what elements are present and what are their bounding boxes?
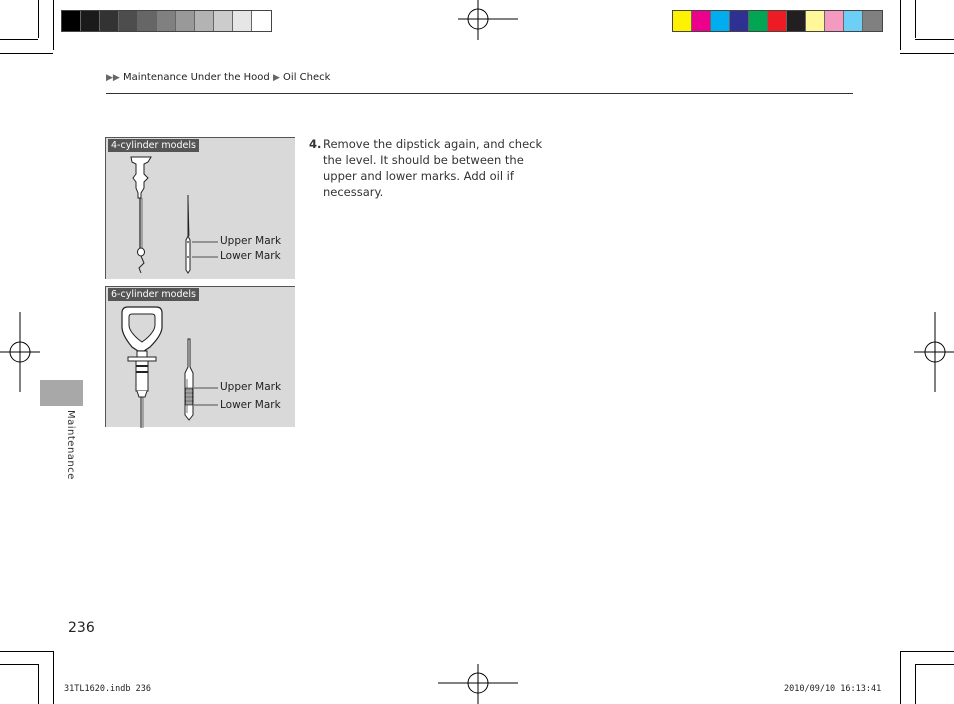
registration-mark-icon [914,312,954,392]
breadcrumb-page[interactable]: Oil Check [283,72,331,83]
color-swatch [673,11,692,31]
page-number: 236 [68,620,95,636]
figure-label: 6-cylinder models [108,288,199,301]
upper-mark-label: Upper Mark [220,235,282,247]
header-rule [106,93,853,94]
registration-mark-icon [438,664,518,704]
crop-mark [38,664,39,704]
section-tab[interactable] [40,380,83,406]
step-number: 4. [309,137,322,151]
lower-mark-label: Lower Mark [220,250,281,262]
section-tab-text: Maintenance [65,410,76,480]
crop-mark [0,651,53,652]
gray-swatch [81,11,100,31]
crop-mark [915,0,916,38]
upper-mark-label: Upper Mark [220,381,282,393]
gray-swatch [176,11,195,31]
registration-mark-icon [458,0,518,40]
breadcrumb-section[interactable]: Maintenance Under the Hood [123,72,270,83]
crop-mark [915,664,954,665]
process-color-bar [672,10,883,32]
gray-swatch [214,11,233,31]
breadcrumb [106,72,330,83]
double-arrow-icon: ▶▶ [106,73,120,83]
color-swatch [711,11,730,31]
color-swatch [825,11,844,31]
footer-timestamp: 2010/09/10 16:13:41 [784,684,882,694]
step-text: Remove the dipstick again, and check the level. It should be between the upper and lower marks. Add oil if necessary. [323,137,543,199]
section-tab-label [60,410,80,480]
color-swatch [863,11,882,31]
gray-swatch [233,11,252,31]
gray-swatch [252,11,271,31]
crop-mark [38,0,39,38]
color-swatch [749,11,768,31]
gray-swatch [119,11,138,31]
color-swatch [806,11,825,31]
color-swatch [768,11,787,31]
gray-swatch [62,11,81,31]
crop-mark [915,39,954,40]
instruction-step [309,136,559,200]
crop-mark [900,0,901,50]
crop-mark [0,664,38,665]
figure-4-cylinder [105,137,295,279]
footer-file: 31TL1620.indb 236 [64,684,151,694]
crop-mark [0,53,53,54]
crop-mark [53,0,54,50]
color-swatch [692,11,711,31]
gray-swatch [157,11,176,31]
crop-mark [900,53,954,54]
crop-mark [0,39,38,40]
gray-swatch [138,11,157,31]
gray-swatch [195,11,214,31]
crop-mark [53,651,54,704]
arrow-icon: ▶ [272,73,280,83]
lower-mark-label: Lower Mark [220,399,281,411]
gray-scale-bar [61,10,272,32]
color-swatch [730,11,749,31]
color-swatch [844,11,863,31]
crop-mark [900,651,954,652]
color-swatch [787,11,806,31]
figure-6-cylinder [105,286,295,427]
registration-mark-icon [0,312,40,392]
crop-mark [915,664,916,704]
crop-mark [900,651,901,704]
gray-swatch [100,11,119,31]
figure-label: 4-cylinder models [108,139,199,152]
